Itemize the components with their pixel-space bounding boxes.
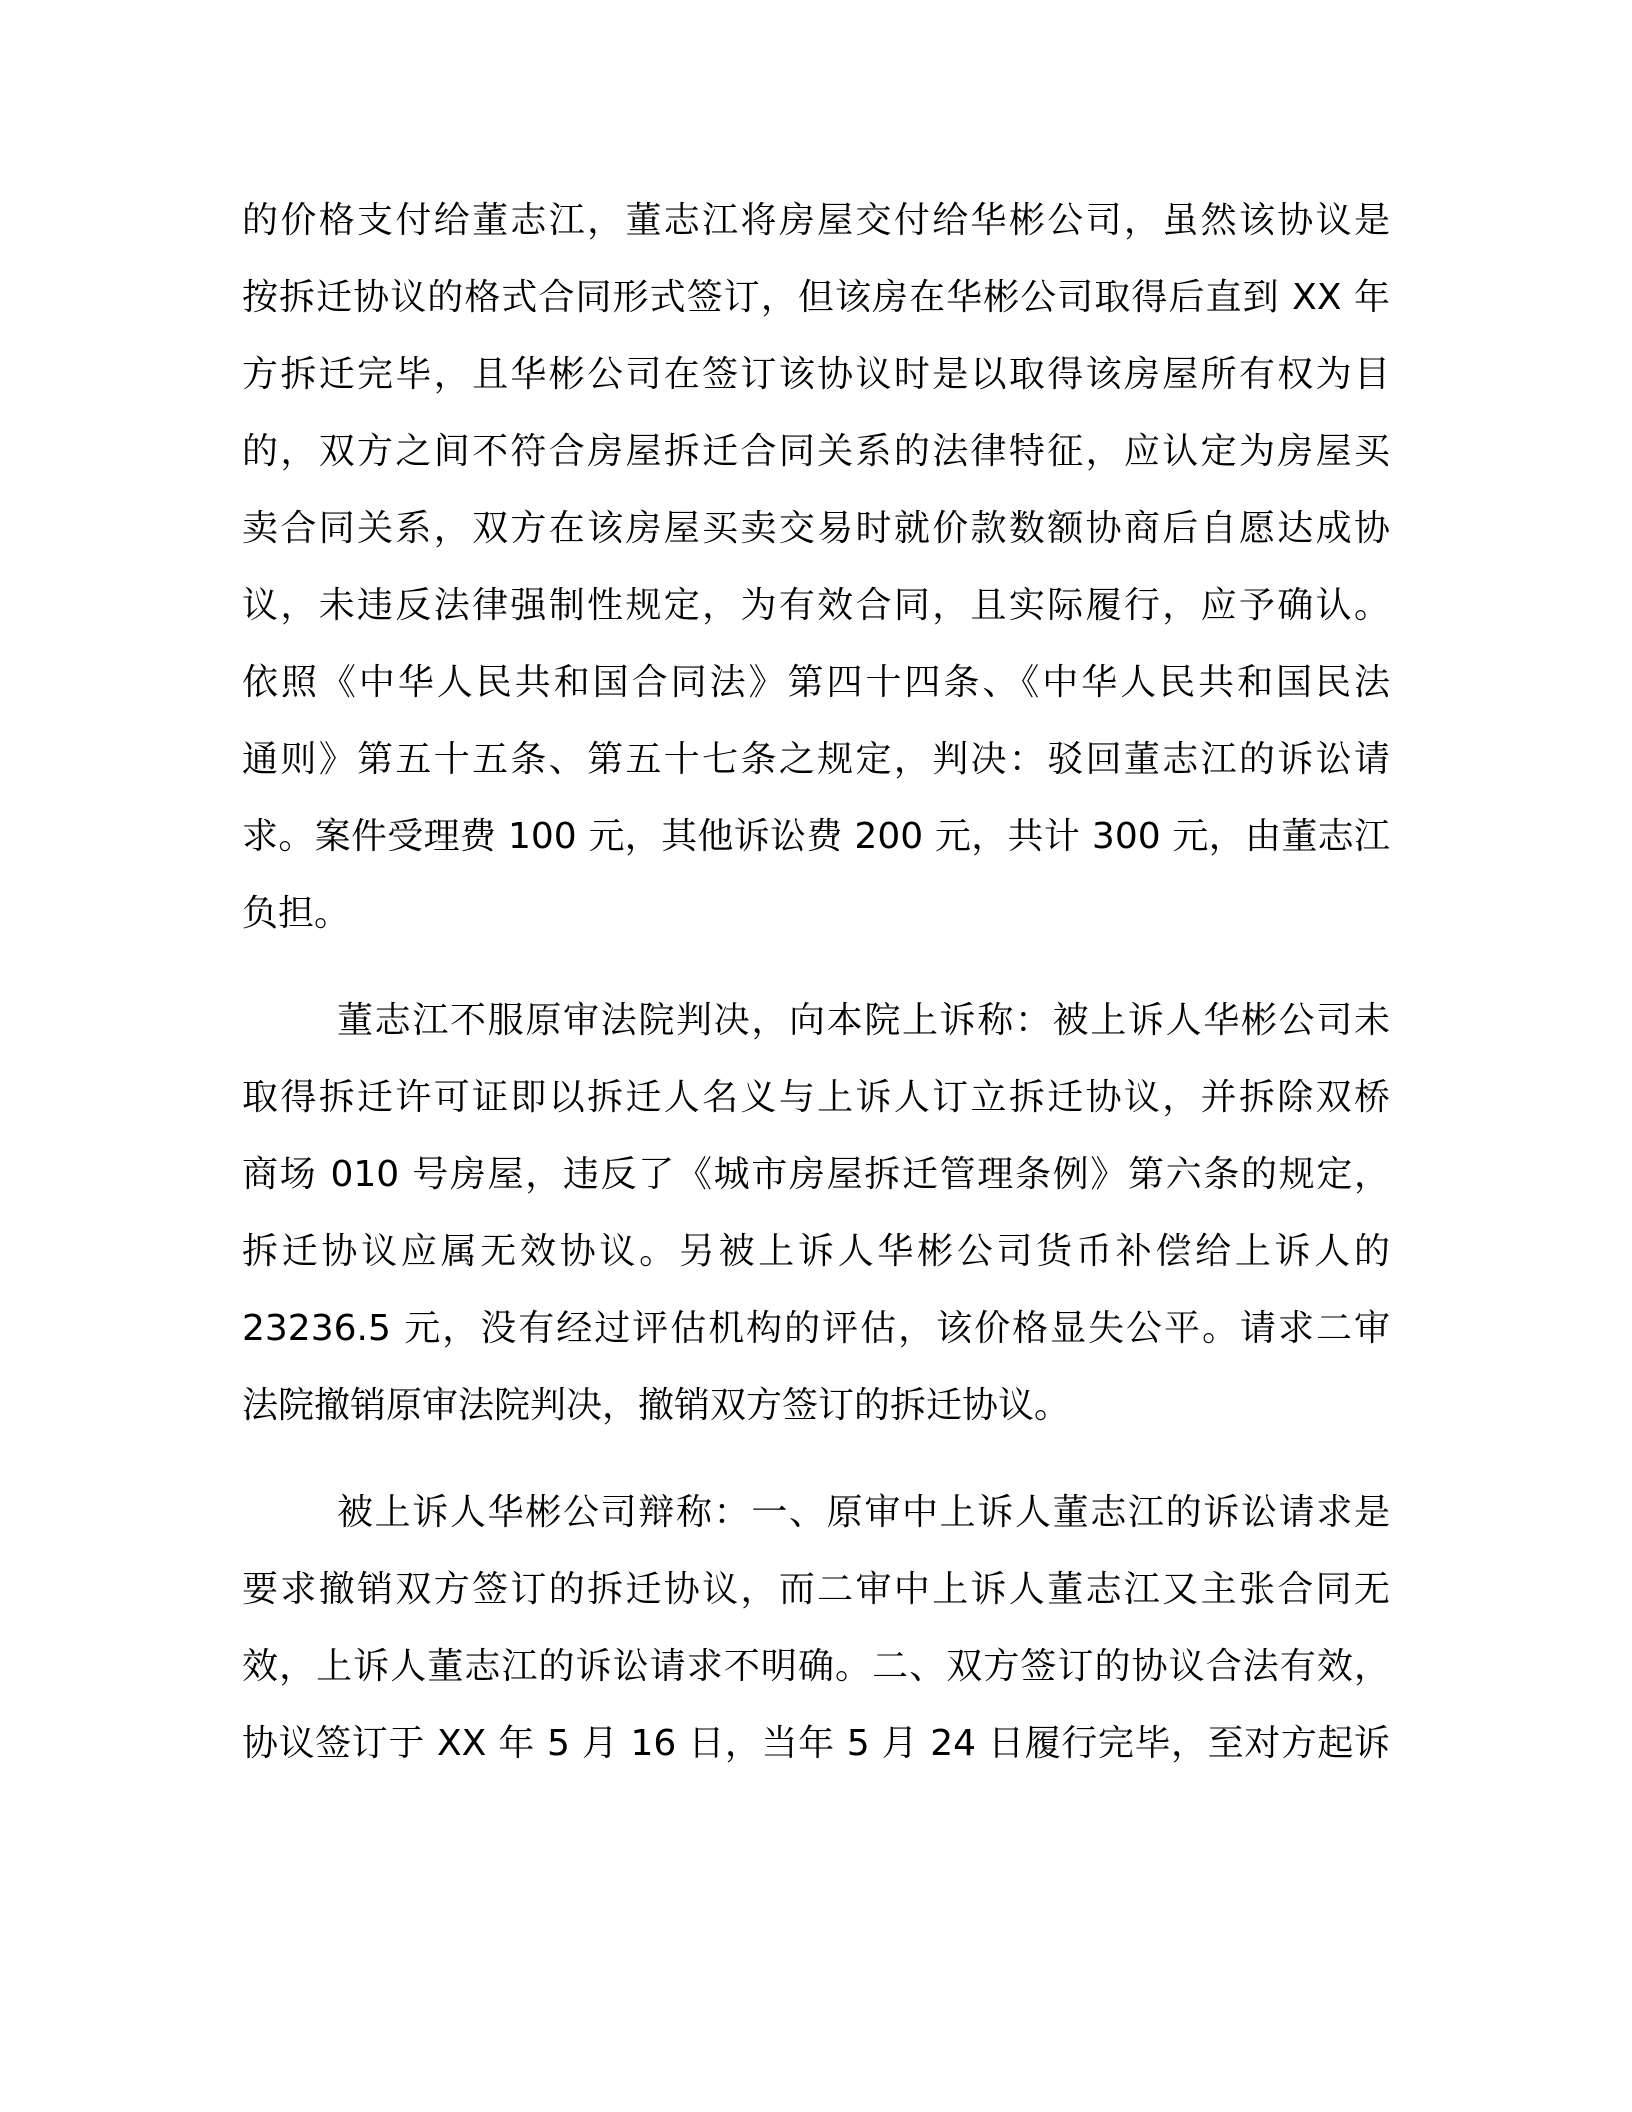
text-line: 取得拆迁许可证即以拆迁人名义与上诉人订立拆迁协议，并拆除双桥: [242, 1077, 1390, 1118]
paragraph-appellant-claim: [242, 982, 1390, 1444]
text-line: 卖合同关系，双方在该房屋买卖交易时就价款数额协商后自愿达成协: [242, 508, 1390, 549]
paragraph-judgment-findings: [242, 182, 1390, 952]
text-line: 商场 010 号房屋，违反了《城市房屋拆迁管理条例》第六条的规定，: [242, 1154, 1390, 1195]
text-line: 23236.5 元，没有经过评估机构的评估，该价格显失公平。请求二审: [242, 1308, 1390, 1349]
text-line: 议，未违反法律强制性规定，为有效合同，且实际履行，应予确认。: [242, 585, 1390, 626]
text-line: 的价格支付给董志江，董志江将房屋交付给华彬公司，虽然该协议是: [242, 200, 1390, 241]
text-line: 效，上诉人董志江的诉讼请求不明确。二、双方签订的协议合法有效，: [242, 1646, 1390, 1687]
text-line: 依照《中华人民共和国合同法》第四十四条、《中华人民共和国民法: [242, 662, 1390, 703]
text-line: 按拆迁协议的格式合同形式签订，但该房在华彬公司取得后直到 XX 年: [242, 277, 1390, 318]
text-line: 被上诉人华彬公司辩称：一、原审中上诉人董志江的诉讼请求是: [337, 1492, 1390, 1533]
text-line: 通则》第五十五条、第五十七条之规定，判决：驳回董志江的诉讼请: [242, 739, 1390, 780]
text-line: 拆迁协议应属无效协议。另被上诉人华彬公司货币补偿给上诉人的: [242, 1231, 1390, 1272]
text-line: 方拆迁完毕，且华彬公司在签订该协议时是以取得该房屋所有权为目: [242, 354, 1390, 395]
text-line: 负担。: [242, 893, 351, 934]
paragraph-appellee-defense: [242, 1474, 1390, 1782]
text-line: 要求撤销双方签订的拆迁协议，而二审中上诉人董志江又主张合同无: [242, 1569, 1390, 1610]
text-line: 求。案件受理费 100 元，其他诉讼费 200 元，共计 300 元，由董志江: [242, 816, 1390, 857]
text-line: 协议签订于 XX 年 5 月 16 日，当年 5 月 24 日履行完毕，至对方起诉: [242, 1723, 1390, 1764]
text-line: 的，双方之间不符合房屋拆迁合同关系的法律特征，应认定为房屋买: [242, 431, 1390, 472]
text-line: 法院撤销原审法院判决，撤销双方签订的拆迁协议。: [242, 1385, 1071, 1426]
text-line: 董志江不服原审法院判决，向本院上诉称：被上诉人华彬公司未: [337, 1000, 1390, 1041]
